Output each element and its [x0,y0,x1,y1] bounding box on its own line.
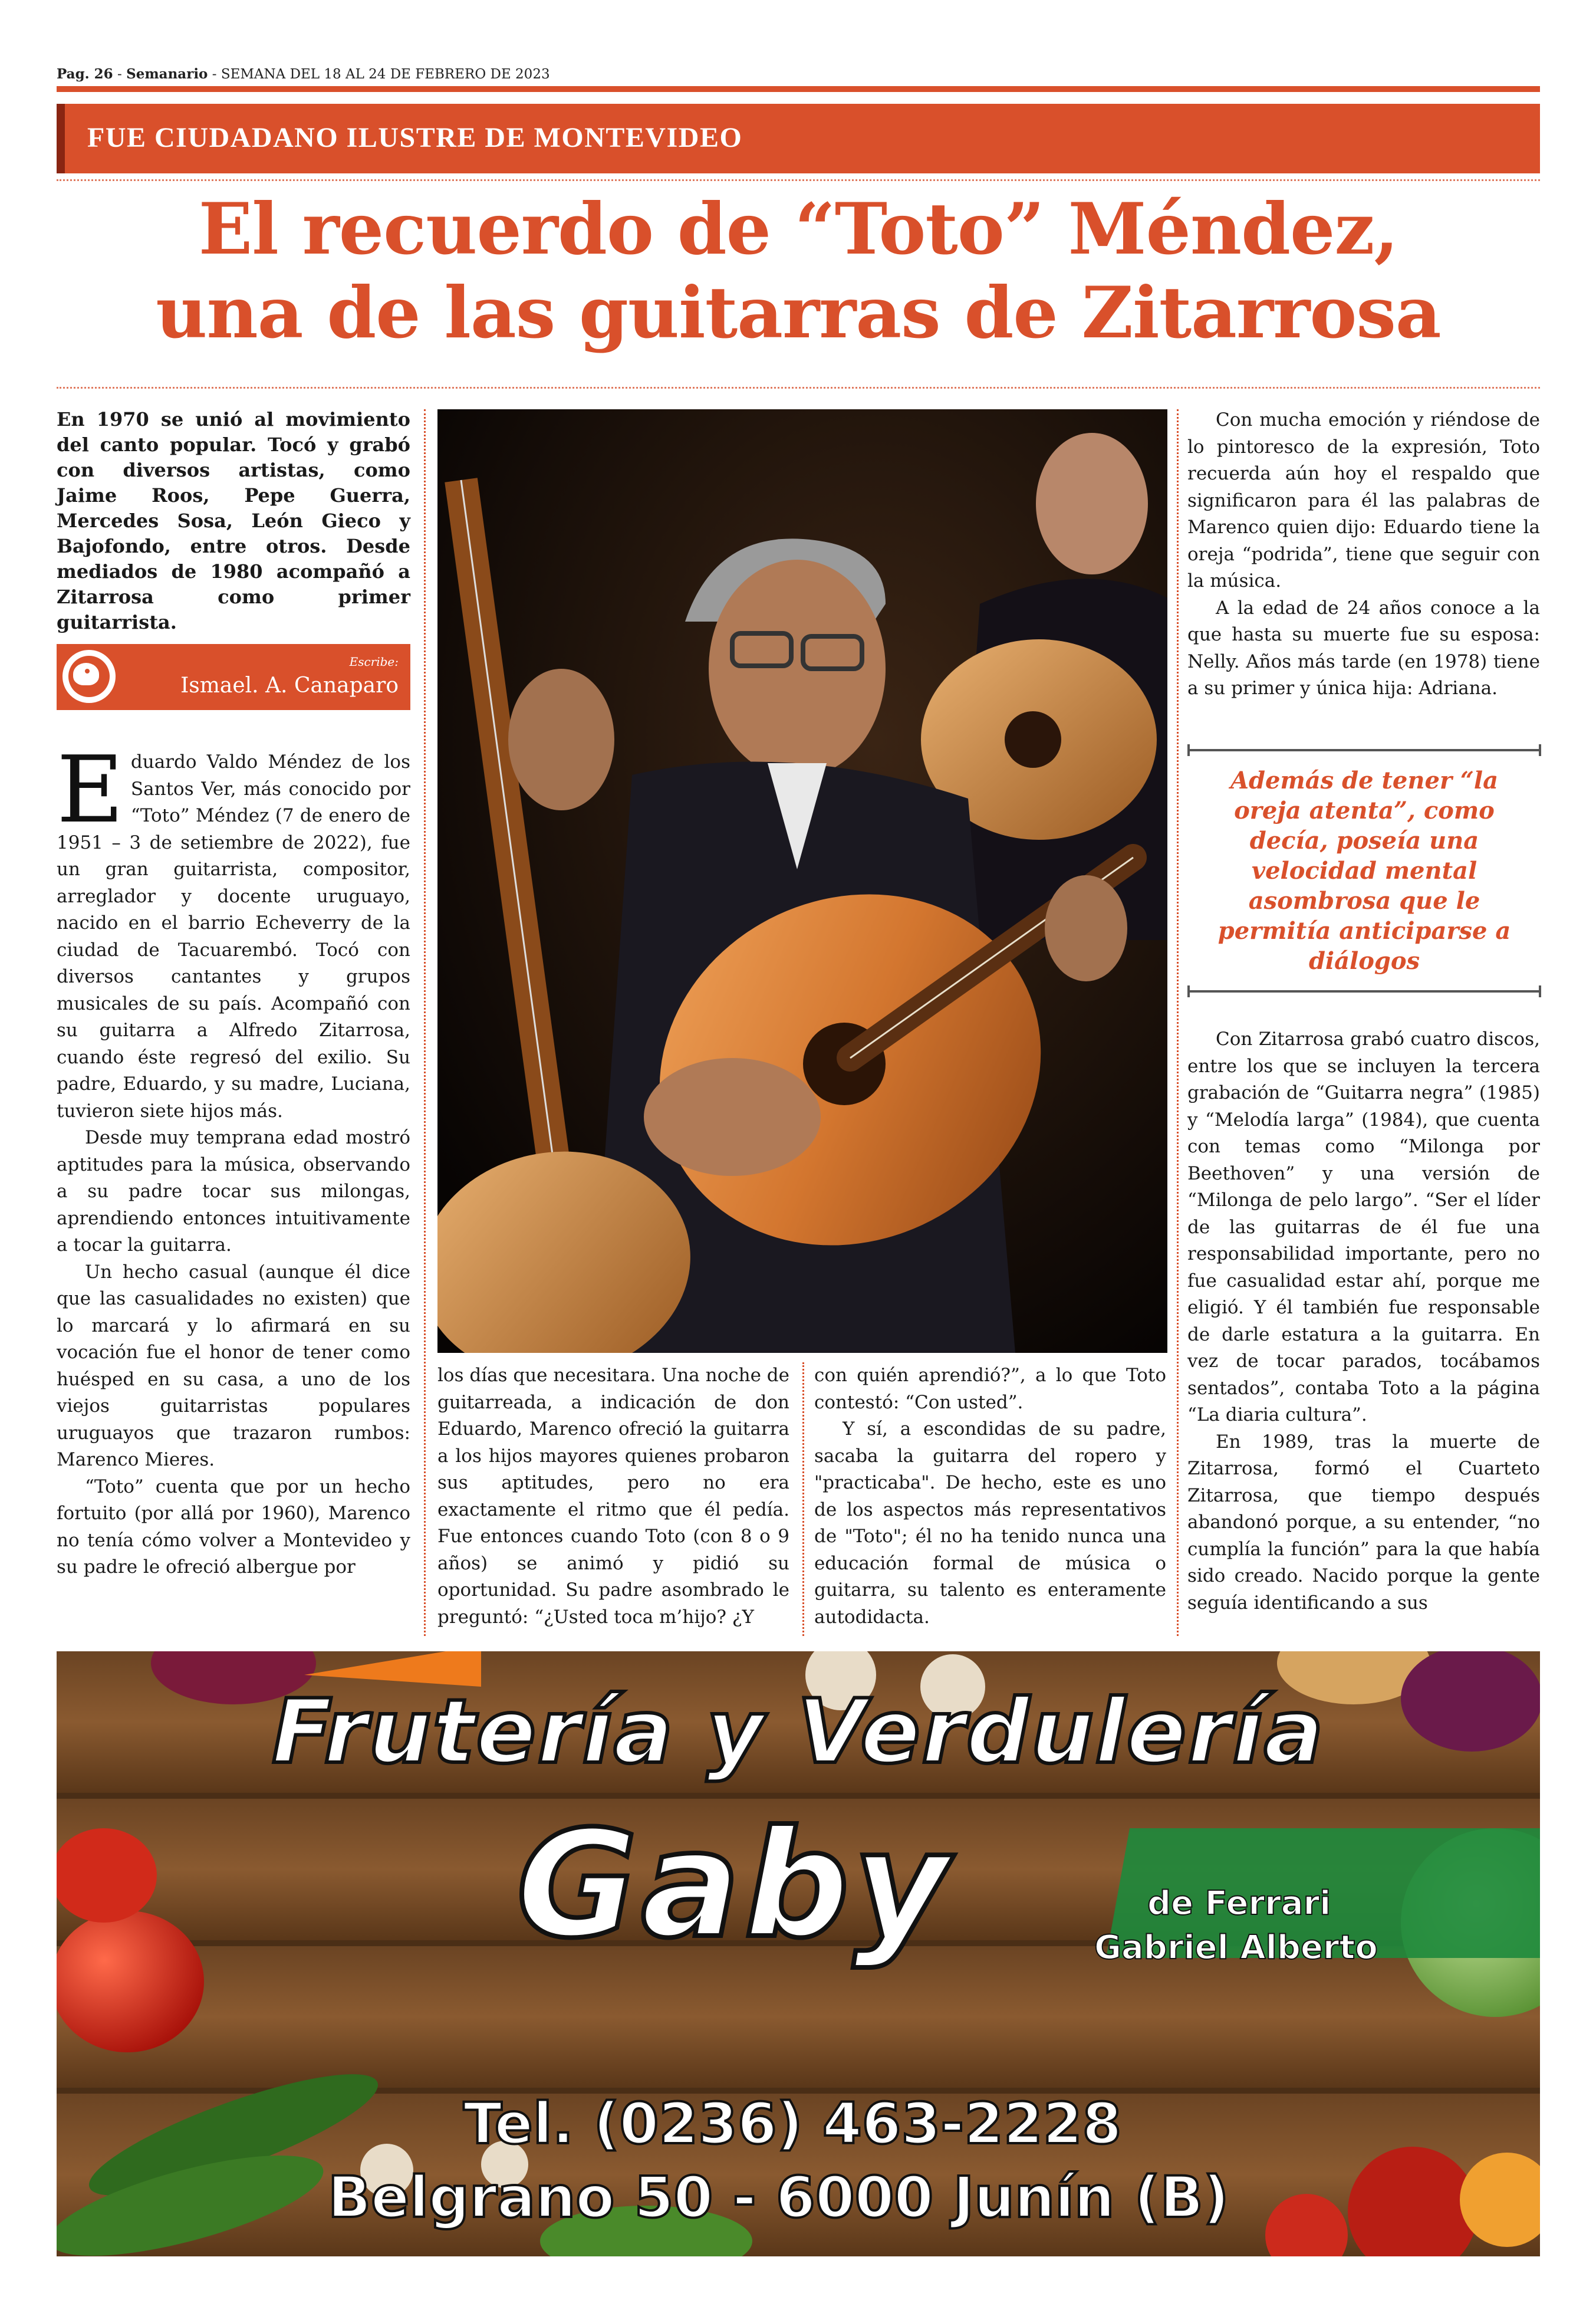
divider [57,387,1540,389]
article-column-3 [814,1362,1166,1631]
article-column-1 [57,736,410,1581]
article-column-2 [437,1362,789,1631]
paragraph: Y sí, a escondidas de su padre, sacaba la guitarra del ropero y "practicaba". De hecho, este es uno de los aspectos más representativos de "Toto"; él no ha tenido nunca una educación formal de música o guitarra, su talento es enteramente autodidacta. [814,1418,1166,1628]
publication-name: Semanario [126,66,208,82]
paragraph: Con Zitarrosa grabó cuatro discos, entre los que se incluyen la tercera grabación de “Guitarra negra” (1985) y “Melodía larga” (1984), que cuenta con temas como “Milonga por Beethoven” y una versión de “Milonga de pelo largo”. “Ser el líder de las guitarras de él fue una responsabilidad importante, pero no fue casualidad estar ahí, porque me eligió. Y él también fue responsable de darle estatura a la guitarra. En vez de tocar parados, tocábamos sentados”, contaba Toto a la página “La diaria cultura”. [1187,1029,1540,1425]
paragraph: Desde muy temprana edad mostró aptitudes para la música, observando a su padre tocar sus milongas, aprendiendo entonces intuitivamente a tocar la guitarra. [57,1127,410,1256]
issue-date: SEMANA DEL 18 AL 24 DE FEBRERO DE 2023 [221,67,550,82]
pull-quote-rule [1187,749,1541,751]
pull-quote [1187,749,1541,993]
lede: En 1970 se unió al movimiento del canto popular. Tocó y grabó con diversos artistas, como Jaime Roos, Pepe Guerra, Mercedes Sosa, León Gieco y Bajofondo, entre otros. Desde mediados de 1980 acompañó a Zitarrosa como primer guitarrista. [57,408,410,633]
article-photo [437,409,1167,1353]
page-number: Pag. 26 [57,66,113,82]
paragraph: “Toto” cuenta que por un hecho fortuito (por allá por 1960), Marenco no tenía cómo volver a Montevideo y su padre le ofreció albergue por [57,1476,410,1578]
kicker-text: FUE CIUDADANO ILUSTRE DE MONTEVIDEO [87,122,743,153]
column-rule [424,409,426,1636]
paragraph: con quién aprendió?”, a lo que Toto contestó: “Con usted”. [814,1365,1166,1413]
byline-label: Escribe: [349,655,399,669]
paragraph: Eduardo Valdo Méndez de los Santos Ver, más conocido por “Toto” Méndez (7 de enero de 1951 – 3 de setiembre de 2022), fue un gran guitarrista, compositor, arreglador y docente uruguayo, nacido en el barrio Echeverry de la ciudad de Tacuarembó. Tocó con diversos cantantes y grupos musicales de su país. Acompañó con su guitarra a Alfredo Zitarrosa, cuando éste regresó del exilio. Su padre, Eduardo, y su madre, Luciana, tuvieron siete hijos más. [57,736,410,1122]
headline-line-1: El recuerdo de “Toto” Méndez, [198,188,1398,271]
ad-subtitle-2: Gabriel Alberto [1094,1928,1378,1967]
ad-phone: Tel. (0236) 463-2228 [463,2091,1122,2157]
advertisement [57,1651,1540,2256]
top-rule [57,86,1540,92]
ad-headline: Frutería y Verdulería [272,1681,1325,1783]
paragraph: En 1989, tras la muerte de Zitarrosa, formó el Cuarteto Zitarrosa, que tiempo después abandonó porque, a su entender, “no cumplía la función” para la que había sido creado. Nacido porque la gente seguía identificando a sus [1187,1431,1540,1614]
paragraph: los días que necesitara. Una noche de guitarreada, a indicación de don Eduardo, Marenco ofreció la guitarra a los hijos mayores quienes probaron sus aptitudes, pero no era exactamente el ritmo que él pedía. Fue entonces cuando Toto (con 8 o 9 años) se animó y pidió su oportunidad. Su padre asombrado le preguntó: “¿Usted toca m’hijo? ¿Y [437,1365,789,1628]
section-kicker [57,104,1540,173]
paragraph: Con mucha emoción y riéndose de lo pintoresco de la expresión, Toto recuerda aún hoy el respaldo que significaron para él las palabras de Marenco quien dijo: Eduardo tiene la oreja “podrida”, tiene que seguir con la música. [1187,409,1540,592]
ad-brand-name: Gaby [516,1799,953,1970]
headline-line-2: una de las guitarras de Zitarrosa [156,271,1441,354]
paragraph: Un hecho casual (aunque él dice que las casualidades no existen) que lo marcará y lo afirmará en su vocación fue el honor de tener como huésped en su casa, a uno de los viejos guitarristas populares uruguayos que trazaron rumbos: Marenco Mieres. [57,1261,410,1470]
pull-quote-rule [1187,990,1541,993]
divider [57,179,1540,181]
column-rule [802,1362,804,1636]
article-column-4-continued [1187,1026,1540,1617]
pull-quote-text: Además de tener “la oreja atenta”, como decía, poseía una velocidad mental asombrosa que le permitía anticiparse a diálogos [1217,767,1511,975]
headline [57,188,1540,355]
article-column-4 [1187,407,1540,702]
ad-subtitle-1: de Ferrari [1147,1884,1331,1923]
guitarist-photo-icon [437,409,1167,1353]
ad-address: Belgrano 50 - 6000 Junín (B) [328,2164,1229,2230]
paragraph: A la edad de 24 años conoce a la que hasta su muerte fue su esposa: Nelly. Años más tarde (en 1978) tiene a su primer y única hija: Adriana. [1187,597,1540,699]
byline [57,644,410,710]
drop-cap: E [57,736,124,843]
byline-author: Ismael. A. Canaparo [180,673,399,698]
page-header: Pag. 26 - Semanario - SEMANA DEL 18 AL 24 DE FEBRERO DE 2023 [57,66,550,82]
newspaper-logo-icon [62,650,116,703]
column-rule [1177,409,1179,1636]
